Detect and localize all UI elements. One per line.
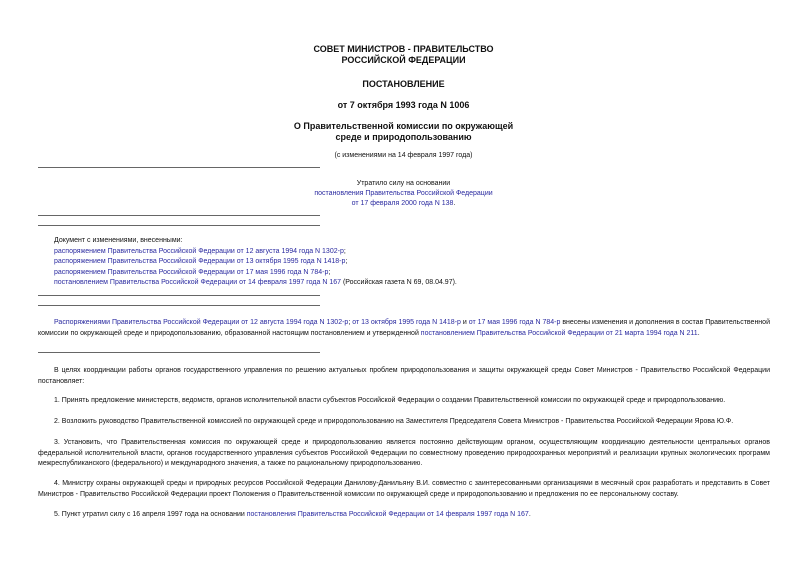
- clause-1: 1. Принять предложение министерств, ведомств, органов исполнительной власти субъектов Российской Федерации о создании Правительственной комиссии по окружающей среде и природопользованию.: [54, 397, 726, 404]
- status-note: [0, 179, 807, 209]
- amendment-link-4[interactable]: постановлением Правительства Российской Федерации от 21 марта 1994 года N 211: [420, 329, 698, 337]
- clause-5-end: .: [528, 511, 531, 518]
- amendment-note: [38, 318, 770, 339]
- document-date-number: от 7 октября 1993 года N 1006: [337, 100, 470, 110]
- amendment-sep: и: [460, 319, 469, 326]
- amendment-link-2[interactable]: от 13 октября 1995 года N 1418-р: [352, 319, 461, 326]
- clause-5-link[interactable]: постановления Правительства Российской Федерации от 14 февраля 1997 года N 167: [246, 511, 529, 518]
- change-link[interactable]: распоряжением Правительства Российской Федерации от 17 мая 1996 года N 784-р: [54, 268, 329, 276]
- change-tail: (Российская газета N 69, 08.04.97).: [341, 279, 457, 286]
- repeal-decree-link-part1[interactable]: постановления Правительства Российской Федерации: [314, 190, 493, 197]
- preamble-paragraph: В целях координации работы органов государственного управления по решению актуальных проблем природопользования и защиты окружающей среды Совет Министров - Правительство Российской Федерации постановляет:: [38, 367, 770, 385]
- change-tail: ;: [345, 258, 348, 265]
- authority-line-2: РОССИЙСКОЙ ФЕДЕРАЦИИ: [341, 55, 466, 65]
- status-line-1: Утратило силу на основании: [356, 180, 451, 187]
- repeal-decree-link-part2[interactable]: от 17 февраля 2000 года N 138: [351, 200, 454, 207]
- divider: [38, 305, 320, 306]
- amendment-link-3[interactable]: от 17 мая 1996 года N 784-р: [468, 319, 561, 326]
- changes-list: [54, 236, 754, 289]
- divider: [38, 352, 320, 353]
- clause-5-text: 5. Пункт утратил силу с 16 апреля 1997 года на основании: [54, 511, 247, 518]
- divider: [38, 225, 320, 226]
- issuing-authority: [0, 44, 807, 66]
- changes-item: [54, 278, 754, 289]
- divider: [38, 167, 320, 168]
- changes-item: [54, 257, 754, 268]
- amendment-text: внесены изменения и дополнения в состав Правительственной комиссии по окружающей среде и природопользованию, образованной настоящим постановлением и утвержденной: [38, 319, 770, 337]
- changes-intro: Документ с изменениями, внесенными:: [54, 237, 183, 244]
- clause-4: 4. Министру охраны окружающей среды и природных ресурсов Российской Федерации Данилову-Данильяну В.И. совместно с заинтересованными организациями в месячный срок разработать и представить в Совет Министров - Правительство Российской Федерации проект Положения о Правительственной комиссии по окружающей среде и природопользованию и предложения по ее персональному составу.: [38, 480, 770, 498]
- change-link[interactable]: распоряжением Правительства Российской Федерации от 12 августа 1994 года N 1302-р: [54, 247, 344, 255]
- clause-5: [38, 510, 770, 521]
- changes-item: [54, 247, 754, 258]
- divider: [38, 215, 320, 216]
- title-line-1: О Правительственной комиссии по окружающей: [293, 121, 514, 131]
- edition-note: (с изменениями на 14 февраля 1997 года): [334, 152, 473, 159]
- amendment-link-1[interactable]: Распоряжениями Правительства Российской Федерации от 12 августа 1994 года N 1302-р: [54, 319, 349, 326]
- status-line-end: .: [453, 200, 456, 207]
- changes-item: [54, 268, 754, 279]
- amendment-sep: ;: [348, 319, 353, 326]
- divider: [38, 295, 320, 296]
- clause-2: 2. Возложить руководство Правительственной комиссией по окружающей среде и природопользованию на Заместителя Председателя Совета Министров - Правительства Российской Федерации Ярова Ю.Ф.: [54, 418, 734, 425]
- title-line-2: среде и природопользованию: [335, 132, 472, 142]
- document-type: ПОСТАНОВЛЕНИЕ: [362, 79, 445, 89]
- change-link[interactable]: распоряжением Правительства Российской Федерации от 13 октября 1995 года N 1418-р: [54, 258, 346, 265]
- amendment-end: .: [697, 329, 700, 337]
- document-title: [0, 121, 807, 143]
- change-link[interactable]: постановлением Правительства Российской Федерации от 14 февраля 1997 года N 167: [54, 279, 341, 286]
- change-tail: ;: [328, 268, 331, 276]
- authority-line-1: СОВЕТ МИНИСТРОВ - ПРАВИТЕЛЬСТВО: [313, 44, 494, 54]
- clause-3: 3. Установить, что Правительственная комиссия по окружающей среде и природопользованию является постоянно действующим органом, осуществляющим координацию деятельности центральных органов федеральной исполнительной власти, органов государственного управления субъектов Российской Федерации по совместному проведению природоохранных мероприятий и реализации крупных экологических программ межреспубликанского (федерального) и международного значения, а также по рациональному природопользованию.: [38, 439, 770, 467]
- change-tail: ;: [343, 247, 346, 255]
